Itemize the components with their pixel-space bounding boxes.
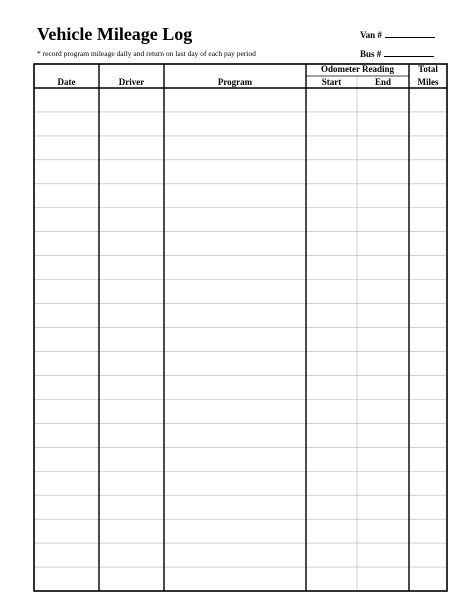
column-header-date: Date (57, 77, 76, 87)
column-header-end: End (374, 77, 391, 87)
page-title: Vehicle Mileage Log (37, 24, 193, 44)
column-header-driver: Driver (118, 77, 145, 87)
column-header-start: Start (321, 77, 342, 87)
instruction-note: * record program mileage daily and return on last day of each pay period (37, 49, 256, 58)
column-header-total: Total (418, 64, 438, 74)
row-lines (34, 112, 447, 567)
column-header-odometer-reading: Odometer Reading (320, 64, 395, 74)
column-header-miles: Miles (417, 77, 439, 87)
column-header-program: Program (217, 77, 253, 87)
van-label: Van # (360, 30, 382, 40)
bus-label: Bus # (360, 49, 382, 59)
